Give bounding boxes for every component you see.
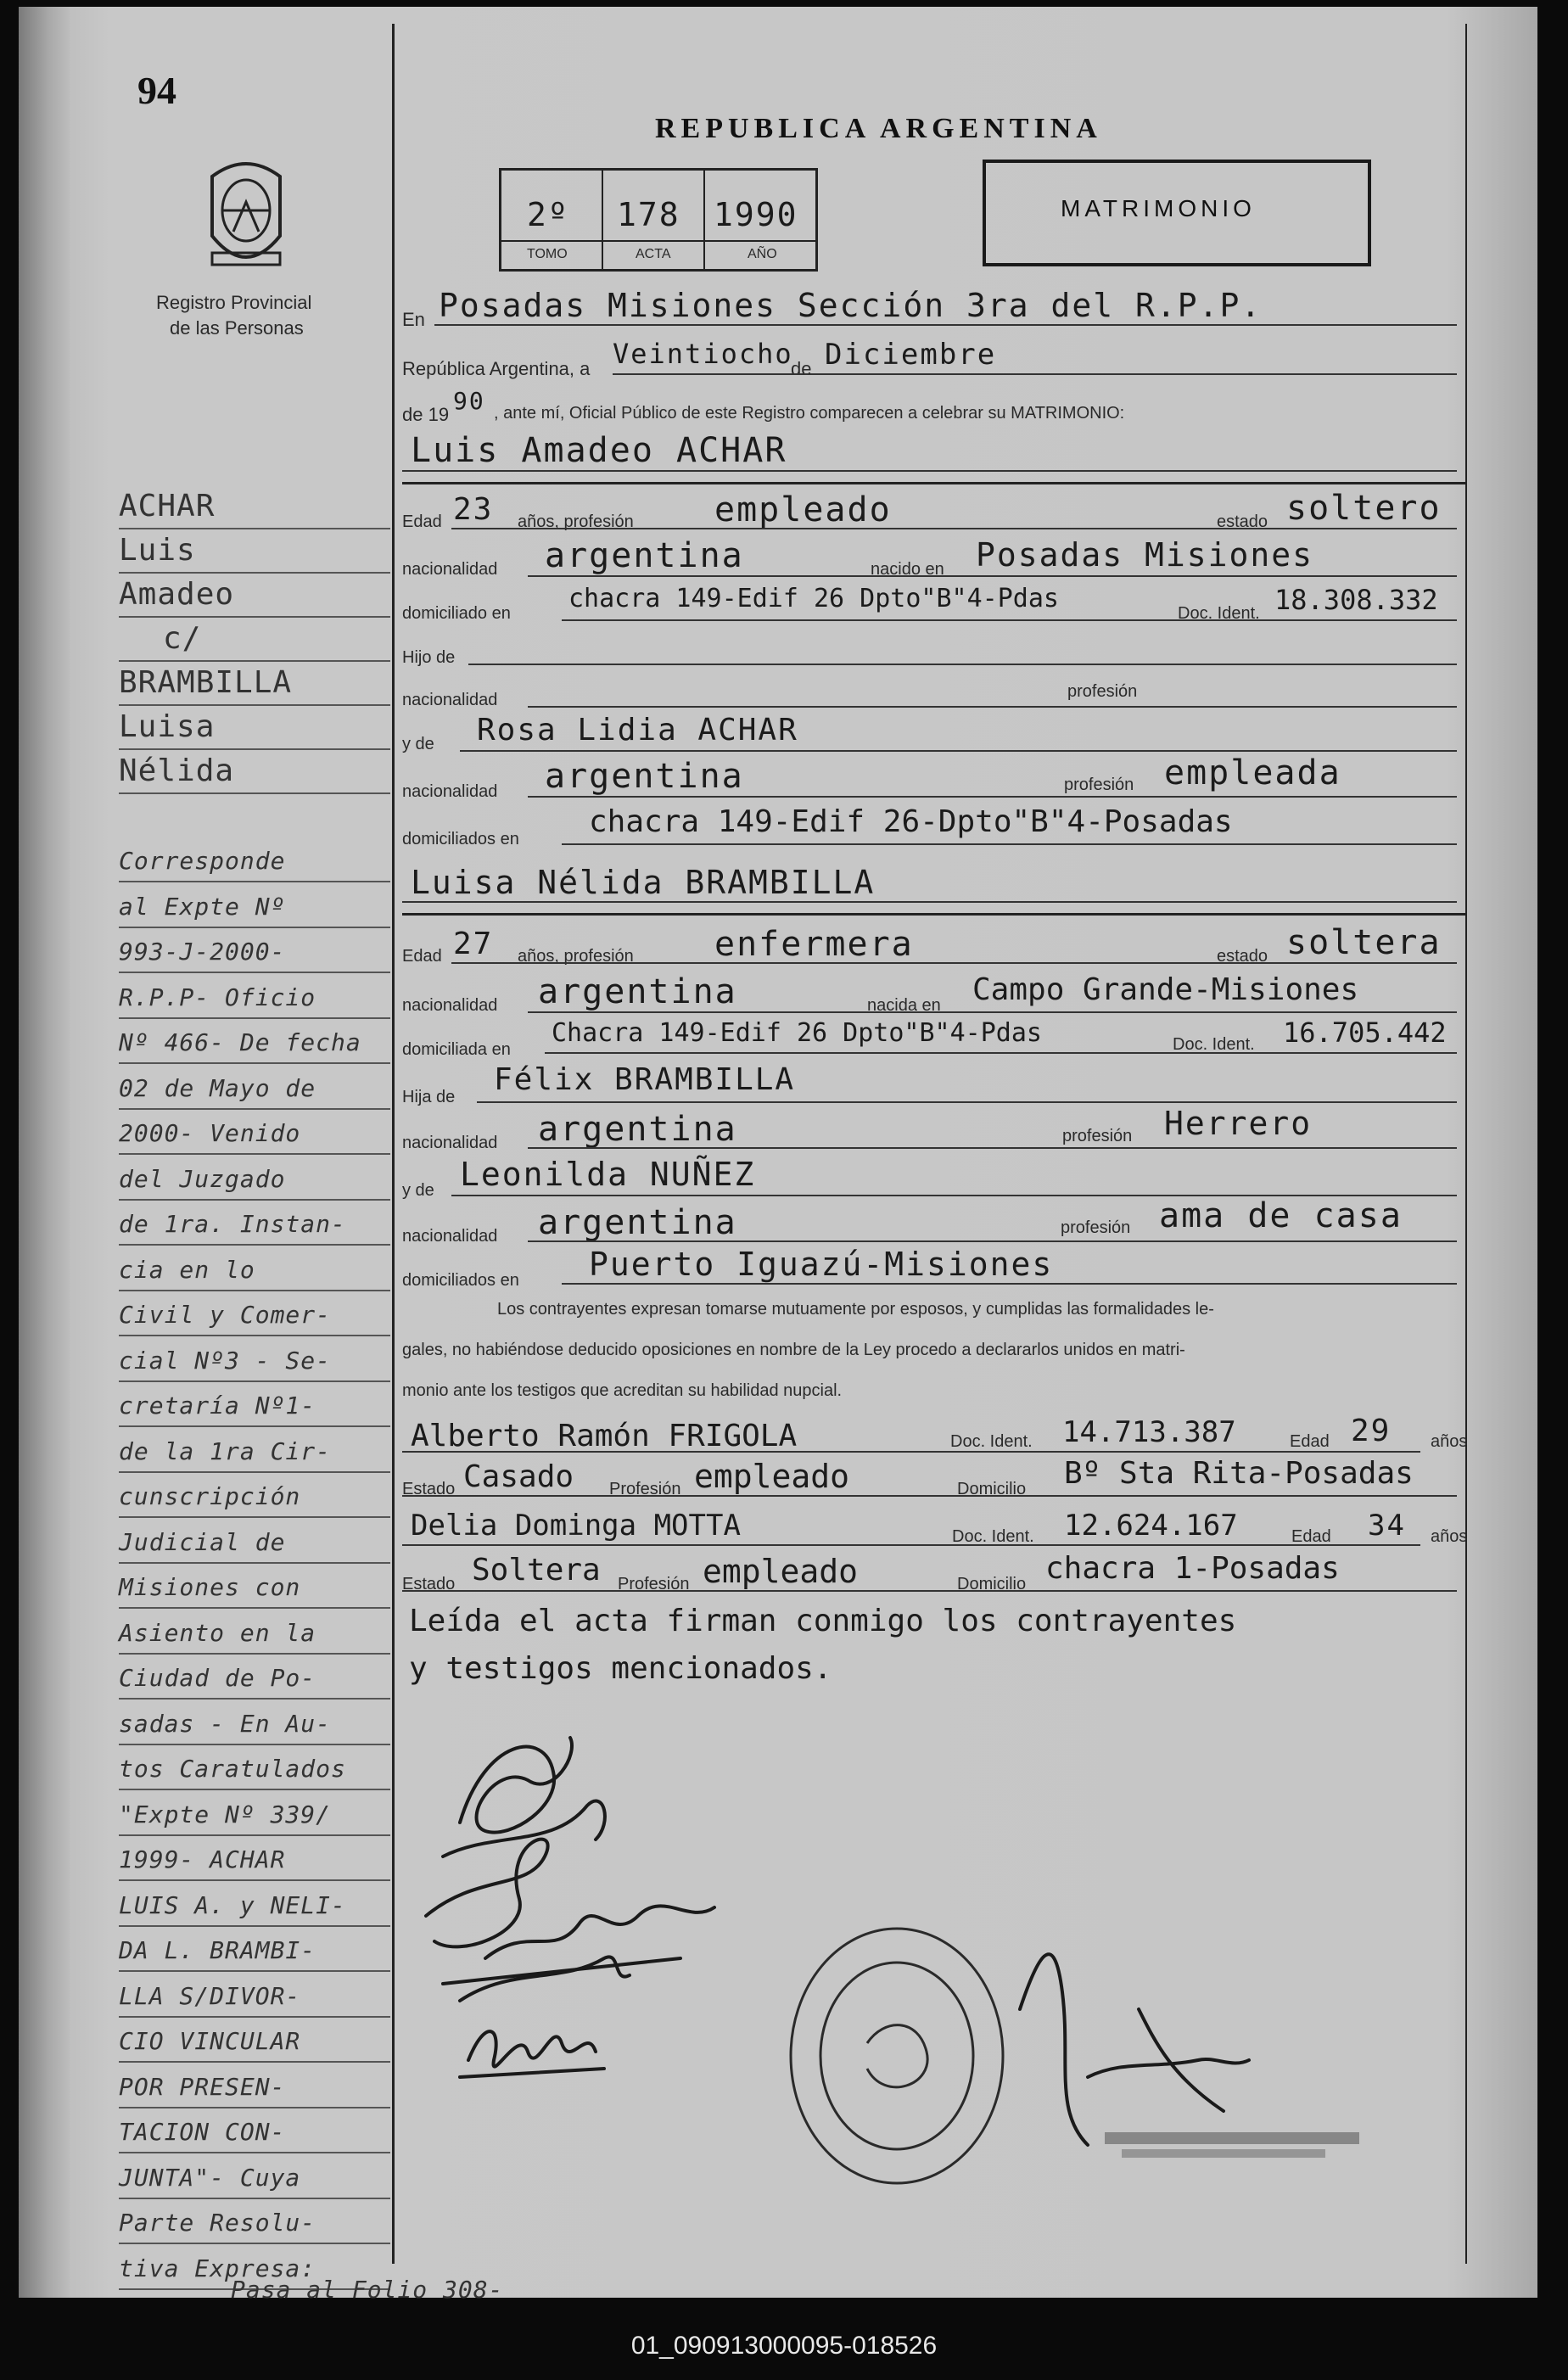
margin-note-line: al Expte Nº (119, 892, 286, 921)
registry-line2: de las Personas (170, 317, 304, 339)
acta-label: ACTA (636, 247, 671, 261)
groom-mother-nac: argentina (545, 757, 744, 796)
witness1-edad-label: Edad (1290, 1432, 1330, 1451)
witness2-doc-label: Doc. Ident. (952, 1527, 1034, 1546)
groom-father-prof-label: profesión (1067, 682, 1138, 701)
margin-rule-line (119, 1879, 390, 1881)
bride-nac-label: nacionalidad (402, 996, 498, 1015)
closing-line1: Leída el acta firman conmigo los contrayentes (409, 1604, 1237, 1638)
bride-edad: 27 (453, 927, 494, 961)
margin-rule-line (119, 2243, 390, 2244)
margin-rule-line (119, 1653, 390, 1655)
rep-label: República Argentina, a (402, 358, 591, 379)
groom-estado: soltero (1286, 489, 1442, 528)
witness2-edad-label: Edad (1291, 1527, 1331, 1546)
bride-hija-label: Hija de (402, 1088, 456, 1106)
margin-name-1: Luis (119, 533, 196, 568)
margin-name-0: ACHAR (119, 489, 216, 524)
margin-rule-line (119, 1017, 390, 1019)
groom-parents-dom-label: domiciliados en (402, 830, 519, 848)
bride-mother-nac-label: nacionalidad (402, 1227, 498, 1246)
bride-name: Luisa Nélida BRAMBILLA (411, 864, 876, 901)
margin-note-line: 02 de Mayo de (119, 1073, 316, 1102)
act-type-box (983, 160, 1371, 266)
margin-rule-line (119, 927, 390, 928)
bride-doc-label: Doc. Ident. (1173, 1035, 1255, 1054)
declaration-line3: monio ante los testigos que acreditan su habilidad nupcial. (402, 1381, 843, 1400)
margin-note-line: Judicial de (119, 1527, 286, 1556)
witness1-doc: 14.713.387 (1062, 1415, 1236, 1449)
place-value: Posadas Misiones Sección 3ra del R.P.P. (439, 287, 1263, 324)
margin-rule-line (119, 1425, 390, 1427)
margin-rule-line (119, 1244, 390, 1246)
crest-icon (195, 151, 297, 278)
margin-rule (392, 24, 395, 2264)
groom-hijo-label: Hijo de (402, 648, 456, 667)
margin-note-line: Misiones con (119, 1573, 301, 1601)
margin-note-line: cretaría Nº1- (119, 1392, 316, 1420)
margin-name-5: Luisa (119, 709, 216, 744)
margin-note-line: Nº 466- De fecha (119, 1028, 361, 1056)
bride-nacida-en: Campo Grande-Misiones (972, 972, 1359, 1007)
witness1-dom-label: Domicilio (957, 1480, 1027, 1498)
margin-rule-line (119, 2016, 390, 2018)
groom-doc-label: Doc. Ident. (1178, 604, 1260, 623)
bride-father-prof-label: profesión (1062, 1127, 1133, 1145)
margin-name-4: BRAMBILLA (119, 665, 293, 700)
margin-note-line: 993-J-2000- (119, 938, 286, 966)
witness1-anos-label: años (1431, 1432, 1468, 1451)
margin-continuation: Pasa al Folio 308- (231, 2276, 504, 2304)
margin-note-line: TACION CON- (119, 2118, 286, 2146)
margin-rule-line (119, 1471, 390, 1473)
en-label: En (402, 309, 425, 330)
margin-name-6: Nélida (119, 753, 235, 788)
groom-nacionalidad: argentina (545, 536, 744, 575)
margin-name-3: c/ (163, 621, 202, 656)
act-type: MATRIMONIO (1061, 195, 1256, 221)
groom-profesion: empleado (714, 490, 892, 529)
bride-father-nac: argentina (538, 1110, 737, 1149)
margin-note-line: cunscripción (119, 1482, 301, 1510)
bride-anos-prof-label: años, profesión (518, 947, 634, 966)
groom-y-de-label: y de (402, 735, 434, 753)
witness1-domicilio: Bº Sta Rita-Posadas (1064, 1456, 1414, 1491)
witness1-profesion: empleado (694, 1458, 850, 1495)
witness2-edad: 34 (1368, 1509, 1406, 1543)
groom-doc: 18.308.332 (1274, 584, 1438, 616)
bride-mother-prof-label: profesión (1061, 1218, 1131, 1237)
tomo-value: 2º (527, 196, 569, 233)
margin-note-line: cia en lo (119, 1255, 255, 1284)
margin-note-line: Civil y Comer- (119, 1301, 332, 1329)
margin-note-line: POR PRESEN- (119, 2072, 286, 2101)
groom-estado-label: estado (1217, 512, 1268, 531)
bride-profesion: enfermera (714, 925, 914, 964)
margin-note-line: del Juzgado (119, 1164, 286, 1193)
bride-nacionalidad: argentina (538, 972, 737, 1011)
margin-rule-line (119, 1698, 390, 1700)
witness2-prof-label: Profesión (618, 1575, 690, 1593)
groom-mother-prof-label: profesión (1064, 776, 1134, 794)
margin-note-line: R.P.P- Oficio (119, 983, 316, 1011)
margin-rule-line (119, 1562, 390, 1564)
bride-mother-nac: argentina (538, 1203, 737, 1242)
country-title: REPUBLICA ARGENTINA (655, 113, 1102, 144)
margin-note-line: Parte Resolu- (119, 2209, 316, 2237)
acta-value: 178 (617, 196, 680, 233)
margin-note-line: sadas - En Au- (119, 1709, 332, 1738)
margin-rule-line (119, 1153, 390, 1155)
bride-dom-label: domiciliada en (402, 1040, 511, 1059)
ano-value: 1990 (714, 196, 798, 233)
margin-note-line: JUNTA"- Cuya (119, 2163, 301, 2192)
signature-marks (409, 1704, 1427, 2247)
witness1-edad: 29 (1351, 1414, 1392, 1448)
margin-note-line: DA L. BRAMBI- (119, 1936, 316, 1964)
bride-father-prof: Herrero (1164, 1105, 1313, 1142)
margin-note-line: de 1ra. Instan- (119, 1210, 346, 1238)
margin-note-line: LLA S/DIVOR- (119, 1981, 301, 2010)
margin-note-line: Ciudad de Po- (119, 1664, 316, 1692)
groom-name: Luis Amadeo ACHAR (411, 431, 787, 470)
margin-rule-line (119, 1925, 390, 1927)
margin-rule-line (119, 1199, 390, 1201)
bride-domicilio: Chacra 149-Edif 26 Dpto"B"4-Pdas (552, 1018, 1042, 1048)
witness2-estado-label: Estado (402, 1575, 456, 1593)
tomo-acta-box (499, 168, 818, 272)
bride-doc: 16.705.442 (1283, 1016, 1447, 1049)
margin-rule-line (119, 1834, 390, 1836)
margin-rule-line (119, 2107, 390, 2108)
margin-note-line: 1999- ACHAR (119, 1845, 286, 1873)
bride-nacida-label: nacida en (867, 996, 941, 1015)
margin-rule-line (119, 1607, 390, 1609)
closing-line2: y testigos mencionados. (409, 1651, 832, 1686)
margin-rule-line (119, 881, 390, 882)
bride-edad-label: Edad (402, 947, 442, 966)
register-page (19, 7, 1537, 2304)
bride-parents-dom: Puerto Iguazú-Misiones (589, 1246, 1054, 1283)
witness1-name: Alberto Ramón FRIGOLA (411, 1419, 798, 1453)
margin-note-line: LUIS A. y NELI- (119, 1890, 346, 1919)
groom-mother: Rosa Lidia ACHAR (477, 713, 798, 748)
groom-mother-prof: empleada (1164, 753, 1341, 792)
margin-rule-line (119, 1335, 390, 1336)
declaration-line1: Los contrayentes expresan tomarse mutuamente por esposos, y cumplidas las formalidades le- (497, 1300, 1214, 1319)
margin-name-2: Amadeo (119, 577, 235, 612)
witness1-prof-label: Profesión (609, 1480, 681, 1498)
ano-label: AÑO (748, 247, 777, 261)
margin-note-line: Corresponde (119, 847, 286, 875)
day-value: Veintiocho (613, 338, 793, 370)
margin-rule-line (119, 1380, 390, 1382)
bride-mother: Leonilda NUÑEZ (460, 1156, 756, 1193)
page-number: 94 (137, 69, 176, 112)
witness2-estado: Soltera (472, 1553, 601, 1588)
groom-anos-prof-label: años, profesión (518, 512, 634, 531)
groom-nacido-en: Posadas Misiones (976, 536, 1314, 574)
bride-mother-prof: ama de casa (1159, 1196, 1403, 1235)
groom-nacido-label: nacido en (871, 560, 944, 579)
witness2-name: Delia Dominga MOTTA (411, 1509, 741, 1543)
groom-father-nac-label: nacionalidad (402, 691, 498, 709)
bride-parents-dom-label: domiciliados en (402, 1271, 519, 1290)
witness2-domicilio: chacra 1-Posadas (1045, 1551, 1340, 1586)
bride-estado-label: estado (1217, 947, 1268, 966)
witness1-estado-label: Estado (402, 1480, 456, 1498)
groom-domicilio: chacra 149-Edif 26 Dpto"B"4-Pdas (568, 584, 1059, 613)
bride-estado: soltera (1286, 923, 1442, 962)
groom-nac-label: nacionalidad (402, 560, 498, 579)
intro-text: , ante mí, Oficial Público de este Registro comparecen a celebrar su MATRIMONIO: (494, 404, 1125, 423)
groom-edad-label: Edad (402, 512, 442, 531)
right-rule (1465, 24, 1467, 2264)
margin-rule-line (119, 1108, 390, 1110)
margin-note-line: 2000- Venido (119, 1119, 301, 1147)
margin-note-line: tiva Expresa: (119, 2254, 316, 2282)
margin-rule-line (119, 2061, 390, 2063)
bride-father: Félix BRAMBILLA (494, 1062, 796, 1097)
book-binding (19, 7, 70, 2298)
margin-note-line: de la 1ra Cir- (119, 1436, 332, 1465)
witness2-anos-label: años (1431, 1527, 1468, 1546)
bride-y-de-label: y de (402, 1181, 434, 1200)
image-code: 01_090913000095-018526 (630, 2332, 938, 2360)
margin-note-line: cial Nº3 - Se- (119, 1346, 332, 1375)
margin-rule-line (119, 1970, 390, 1972)
year-prefix: de 19 (402, 404, 450, 425)
groom-parents-dom: chacra 149-Edif 26-Dpto"B"4-Posadas (589, 804, 1233, 839)
registry-line1: Registro Provincial (156, 292, 312, 313)
margin-rule-line (119, 1290, 390, 1291)
margin-note-line: tos Caratulados (119, 1755, 346, 1783)
margin-rule-line (119, 2198, 390, 2199)
groom-mother-nac-label: nacionalidad (402, 782, 498, 801)
witness2-doc: 12.624.167 (1064, 1509, 1238, 1543)
groom-edad: 23 (453, 492, 494, 527)
declaration-line2: gales, no habiéndose deducido oposiciones en nombre de la Ley procedo a declararlos unidos en matri- (402, 1341, 1185, 1359)
witness1-doc-label: Doc. Ident. (950, 1432, 1033, 1451)
witness2-dom-label: Domicilio (957, 1575, 1027, 1593)
margin-note-line: Asiento en la (119, 1618, 316, 1647)
margin-note-line: "Expte Nº 339/ (119, 1800, 332, 1828)
de-label: de (791, 358, 812, 379)
groom-dom-label: domiciliado en (402, 604, 511, 623)
month-value: Diciembre (825, 338, 997, 372)
tomo-label: TOMO (527, 247, 568, 261)
margin-rule-line (119, 1516, 390, 1518)
margin-rule-line (119, 1789, 390, 1790)
margin-rule-line (119, 1062, 390, 1064)
margin-rule-line (119, 972, 390, 973)
margin-rule-line (119, 1744, 390, 1745)
witness2-profesion: empleado (703, 1553, 859, 1590)
margin-rule-line (119, 2152, 390, 2153)
bride-father-nac-label: nacionalidad (402, 1134, 498, 1152)
margin-note-line: CIO VINCULAR (119, 2027, 301, 2055)
witness1-estado: Casado (463, 1459, 574, 1494)
year-suffix: 90 (453, 387, 485, 415)
